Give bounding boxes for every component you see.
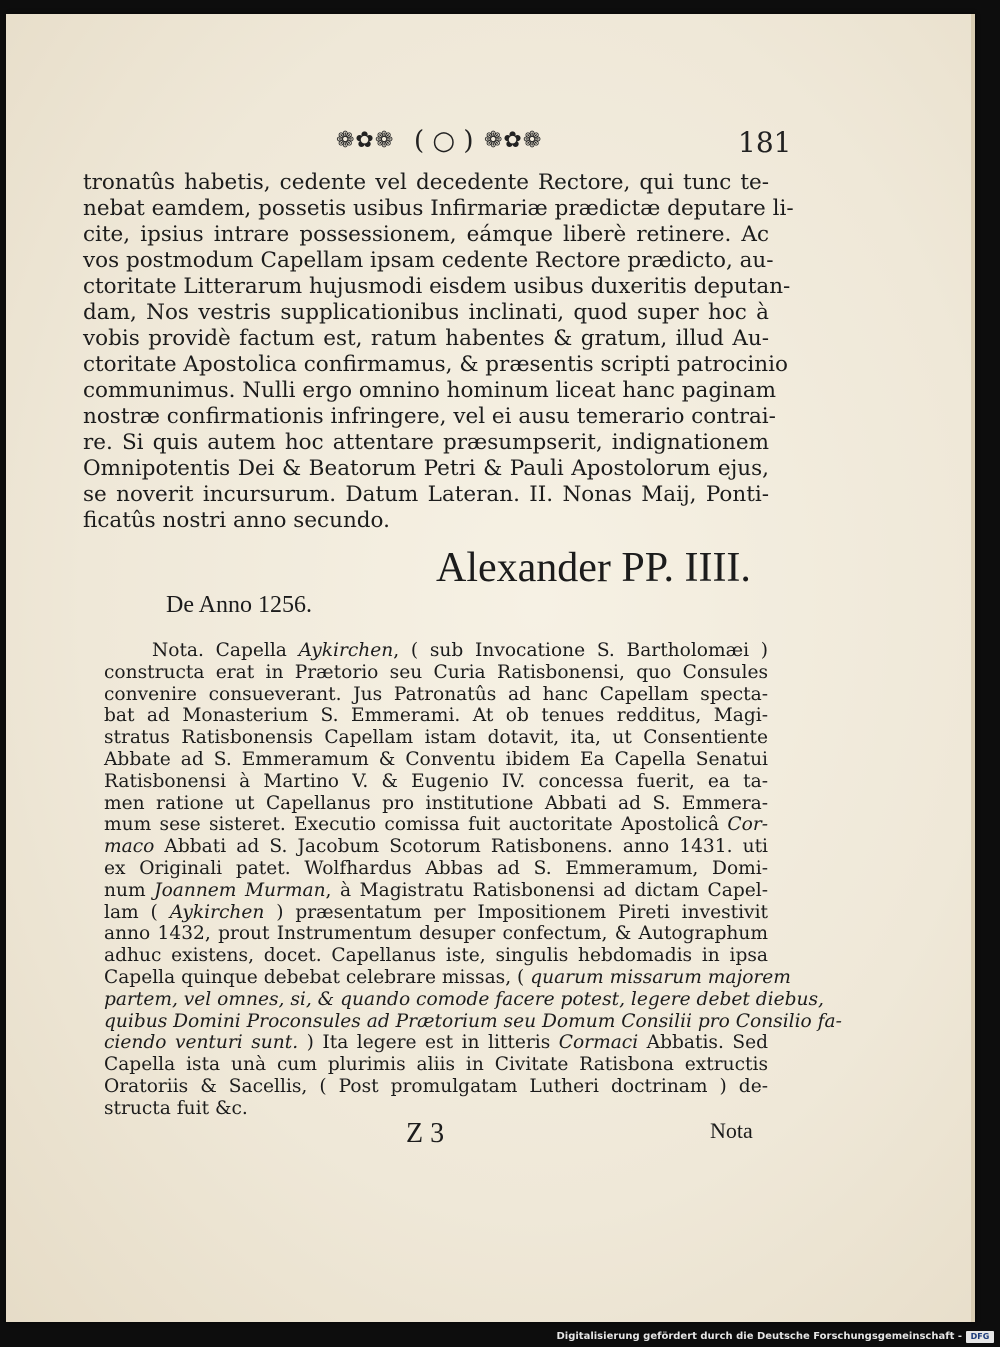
ornament-left-icon: ❁✿❁	[336, 128, 395, 153]
note-line	[104, 749, 768, 771]
catchword: Nota	[710, 1118, 753, 1143]
note-text-segment: mum sese sisteret. Executio comissa fuit auctoritate Apostolicâ	[104, 814, 728, 836]
note-text-segment: Ratisbonensi à Martino V. & Eugenio IV. concessa fuerit, ea ta-	[104, 770, 768, 792]
note-text-segment: ) Ita legere est in litteris	[298, 1032, 559, 1054]
note-line	[104, 902, 768, 924]
note-line	[104, 640, 768, 662]
text-line: cite, ipsius intrare possessionem, eámque liberè retinere. Ac	[83, 222, 769, 247]
text-line: tronatûs habetis, cedente vel decedente Rectore, qui tunc te-	[83, 170, 769, 195]
note-italic-segment: Joannem Murman	[154, 879, 326, 901]
signature-mark: Z 3	[406, 1118, 445, 1149]
note-text-segment: men ratione ut Capellanus pro institutione Abbati ad S. Emmera-	[104, 792, 768, 814]
note-line	[104, 1054, 768, 1076]
text-line: ctoritate Apostolica confirmamus, & præsentis scripti patrocinio	[83, 352, 788, 377]
note-italic-segment: Cormaci	[558, 1032, 639, 1054]
note-line	[104, 858, 768, 880]
note-text-segment: Capella quinque debebat celebrare missas, (	[104, 966, 531, 988]
text-line: ficatûs nostri anno secundo.	[83, 508, 390, 533]
note-text-segment: adhuc existens, docet. Capellanus iste, singulis hebdomadis in ipsa	[104, 945, 768, 967]
note-text-segment: bat ad Monasterium S. Emmerami. At ob tenues redditus, Magi-	[104, 705, 768, 727]
note-text-segment: Abbate ad S. Emmeramum & Conventu ibidem Ea Capella Senatui	[104, 748, 768, 770]
note-text-segment: ex Originali patet. Wolfhardus Abbas ad S. Emmeramum, Domi-	[104, 857, 768, 879]
note-line	[104, 771, 768, 793]
note-line	[104, 1098, 768, 1120]
note-text-segment: num	[104, 879, 155, 901]
text-line: vobis providè factum est, ratum habentes & gratum, illud Au-	[83, 326, 769, 351]
note-text-segment: constructa erat in Prætorio seu Curia Ratisbonensi, quo Consules	[104, 661, 768, 683]
text-line: dam, Nos vestris supplicationibus inclinati, quod super hoc à	[83, 300, 769, 325]
note-line	[104, 705, 768, 727]
note-text-segment: lam (	[104, 901, 170, 923]
header-mark: ( ○ )	[414, 126, 474, 156]
note-text-segment: Capella ista unà cum plurimis aliis in Civitate Ratisbona extructis	[104, 1054, 768, 1076]
note-text-segment: anno 1432, prout Instrumentum desuper confectum, & Autographum	[104, 923, 768, 945]
note-line	[104, 1032, 768, 1054]
text-line: communimus. Nulli ergo omnino hominum liceat hanc paginam	[83, 378, 777, 403]
note-line	[104, 988, 824, 1011]
note-text-segment: Abbati ad S. Jacobum Scotorum Ratisbonens. anno 1431. uti	[154, 836, 768, 858]
note-text-segment: ) præsentatum per Impositionem Pireti investivit	[264, 901, 768, 923]
note-text-block	[104, 640, 842, 1120]
text-line: se noverit incursurum. Datum Lateran. II. Nonas Maij, Ponti-	[83, 482, 769, 507]
ornament-right-icon: ❁✿❁	[484, 128, 543, 153]
main-text-block	[83, 170, 794, 534]
page-number: 181	[738, 126, 792, 159]
text-line: re. Si quis autem hoc attentare præsumpserit, indignationem	[83, 430, 769, 455]
section-subheading: De Anno 1256.	[166, 592, 312, 618]
page-header	[336, 126, 792, 166]
note-text-segment: , à Magistratu Ratisbonensi ad dictam Capel-	[325, 879, 768, 901]
note-italic-segment: partem, vel omnes, si, & quando comode facere potest, legere debet diebus,	[104, 988, 824, 1010]
note-line	[104, 684, 768, 706]
digitization-credit: Digitalisierung gefördert durch die Deutsche Forschungsgemeinschaft -	[556, 1331, 962, 1342]
note-italic-segment: quibus Domini Proconsules ad Prætorium seu Domum Consilii pro Consilio fa-	[104, 1010, 842, 1032]
note-line	[104, 923, 768, 945]
note-line	[104, 966, 791, 989]
note-text-segment: Oratoriis & Sacellis, ( Post promulgatam Lutheri doctrinam ) de-	[104, 1075, 768, 1097]
note-text-segment: , ( sub Invocatione S. Bartholomæi )	[393, 640, 769, 661]
text-line: ctoritate Litterarum hujusmodi eisdem usibus duxeritis deputan-	[83, 274, 791, 299]
text-line: nostræ confirmationis infringere, vel ei ausu temerario contrai-	[83, 404, 776, 429]
note-text-segment: structa fuit &c.	[104, 1097, 248, 1119]
note-text-segment: Abbatis. Sed	[638, 1032, 769, 1054]
note-line	[104, 793, 768, 815]
note-line	[104, 945, 768, 967]
note-line	[104, 727, 768, 749]
note-italic-segment: Aykirchen	[298, 640, 394, 661]
note-line	[104, 814, 768, 836]
note-italic-segment: maco	[104, 836, 155, 858]
note-text-segment: convenire consueverant. Jus Patronatûs ad hanc Capellam specta-	[104, 683, 768, 705]
note-text-segment: stratus Ratisbonensis Capellam istam dotavit, ita, ut Consentiente	[104, 727, 768, 749]
text-line: Omnipotentis Dei & Beatorum Petri & Pauli Apostolorum ejus,	[83, 456, 769, 481]
note-text-segment: Nota. Capella	[152, 640, 299, 661]
note-line	[104, 1076, 768, 1098]
note-italic-segment: Cor-	[727, 814, 768, 836]
note-line	[104, 1010, 842, 1033]
dfg-logo: DFG	[966, 1331, 994, 1343]
note-italic-segment: quarum missarum majorem	[530, 966, 791, 988]
note-line	[104, 880, 768, 902]
note-italic-segment: ciendo venturi sunt.	[104, 1032, 299, 1054]
page-edge	[971, 14, 975, 1322]
note-italic-segment: Aykirchen	[169, 901, 265, 923]
text-line: vos postmodum Capellam ipsam cedente Rectore prædicto, au-	[83, 248, 774, 273]
section-heading: Alexander PP. IIII.	[436, 545, 751, 591]
text-line: nebat eamdem, possetis usibus Infirmariæ prædictæ deputare li-	[83, 196, 794, 221]
note-line	[104, 836, 768, 858]
book-page	[6, 14, 972, 1322]
note-line	[104, 662, 768, 684]
